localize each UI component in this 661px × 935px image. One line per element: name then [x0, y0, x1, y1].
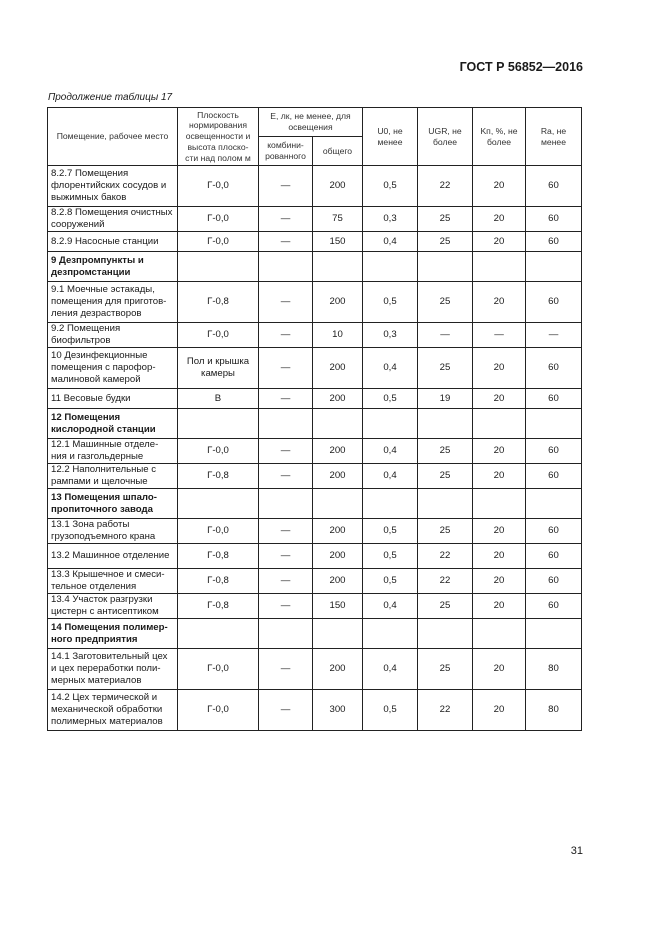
cell-plane: Г-0,0 — [178, 166, 259, 207]
cell-kp: 20 — [473, 649, 526, 690]
room-name: 11 Весовые будки — [48, 389, 178, 409]
cell-uo: 0,5 — [363, 519, 418, 544]
cell-plane: В — [178, 389, 259, 409]
cell-general — [313, 409, 363, 439]
cell-ra — [526, 409, 582, 439]
cell-kp: 20 — [473, 207, 526, 232]
room-name: 9.2 Помещения биофильтров — [48, 323, 178, 348]
table-row — [48, 323, 582, 348]
cell-ugr: 25 — [418, 207, 473, 232]
cell-kp — [473, 252, 526, 282]
cell-ra: 60 — [526, 348, 582, 389]
cell-ugr: — — [418, 323, 473, 348]
cell-general: 200 — [313, 389, 363, 409]
cell-plane: Г-0,0 — [178, 207, 259, 232]
table-row — [48, 489, 582, 519]
cell-uo: 0,4 — [363, 594, 418, 619]
cell-ugr: 25 — [418, 519, 473, 544]
cell-ra: 60 — [526, 232, 582, 252]
cell-general: 200 — [313, 569, 363, 594]
cell-combined: — — [259, 519, 313, 544]
cell-uo: 0,5 — [363, 569, 418, 594]
cell-ugr: 19 — [418, 389, 473, 409]
cell-combined — [259, 619, 313, 649]
table-row — [48, 544, 582, 569]
cell-general: 200 — [313, 439, 363, 464]
cell-uo: 0,4 — [363, 232, 418, 252]
room-name: 14.1 Заготовительный цех и цех переработки поли- мерных материалов — [48, 649, 178, 690]
table-row — [48, 282, 582, 323]
cell-combined: — — [259, 690, 313, 731]
cell-general: 75 — [313, 207, 363, 232]
section-title: 12 Помещения кислородной станции — [48, 409, 178, 439]
cell-plane: Г-0,8 — [178, 544, 259, 569]
cell-ra: 60 — [526, 389, 582, 409]
cell-ugr: 25 — [418, 439, 473, 464]
cell-ugr: 25 — [418, 282, 473, 323]
cell-uo: 0,5 — [363, 690, 418, 731]
cell-ra: — — [526, 323, 582, 348]
cell-uo — [363, 252, 418, 282]
cell-plane — [178, 409, 259, 439]
cell-plane: Г-0,0 — [178, 649, 259, 690]
table-row — [48, 594, 582, 619]
room-name: 13.4 Участок разгрузки цистерн с антисептиком — [48, 594, 178, 619]
cell-ugr: 25 — [418, 232, 473, 252]
cell-ra: 60 — [526, 439, 582, 464]
cell-ugr — [418, 252, 473, 282]
cell-general: 200 — [313, 348, 363, 389]
cell-kp: 20 — [473, 232, 526, 252]
cell-ra: 60 — [526, 594, 582, 619]
section-title: 13 Помещения шпало- пропиточного завода — [48, 489, 178, 519]
cell-kp — [473, 489, 526, 519]
table-row — [48, 619, 582, 649]
page-number: 31 — [570, 845, 583, 857]
cell-ra: 60 — [526, 166, 582, 207]
cell-general: 200 — [313, 519, 363, 544]
cell-general: 200 — [313, 464, 363, 489]
cell-ra: 60 — [526, 464, 582, 489]
cell-general — [313, 252, 363, 282]
header-plane: Плоскость нормирования освещенности и высота плоско- сти над полом м — [178, 108, 259, 166]
cell-combined: — — [259, 464, 313, 489]
cell-kp: 20 — [473, 544, 526, 569]
room-name: 10 Дезинфекционные помещения с парофор- малиновой камерой — [48, 348, 178, 389]
cell-plane: Г-0,0 — [178, 690, 259, 731]
table-row — [48, 348, 582, 389]
cell-plane: Г-0,8 — [178, 569, 259, 594]
cell-general: 200 — [313, 282, 363, 323]
cell-kp: 20 — [473, 389, 526, 409]
cell-plane: Пол и крышка камеры — [178, 348, 259, 389]
cell-uo: 0,5 — [363, 166, 418, 207]
cell-ra: 80 — [526, 690, 582, 731]
cell-general: 200 — [313, 166, 363, 207]
cell-uo — [363, 409, 418, 439]
table-row — [48, 207, 582, 232]
cell-combined: — — [259, 544, 313, 569]
cell-ra: 60 — [526, 519, 582, 544]
cell-uo: 0,4 — [363, 649, 418, 690]
cell-ugr: 22 — [418, 166, 473, 207]
cell-combined: — — [259, 348, 313, 389]
cell-general: 300 — [313, 690, 363, 731]
table-row — [48, 232, 582, 252]
cell-kp: 20 — [473, 569, 526, 594]
cell-ugr: 25 — [418, 594, 473, 619]
cell-combined: — — [259, 389, 313, 409]
cell-kp: 20 — [473, 348, 526, 389]
header-general: общего — [313, 137, 363, 166]
cell-combined: — — [259, 439, 313, 464]
cell-combined: — — [259, 594, 313, 619]
room-name: 13.3 Крышечное и смеси- тельное отделения — [48, 569, 178, 594]
cell-kp: 20 — [473, 690, 526, 731]
cell-ra — [526, 619, 582, 649]
cell-ra — [526, 489, 582, 519]
cell-general: 150 — [313, 594, 363, 619]
cell-ugr — [418, 619, 473, 649]
table-row — [48, 166, 582, 207]
cell-plane — [178, 619, 259, 649]
cell-kp: 20 — [473, 594, 526, 619]
cell-kp: 20 — [473, 282, 526, 323]
room-name: 8.2.9 Насосные станции — [48, 232, 178, 252]
cell-plane: Г-0,8 — [178, 594, 259, 619]
room-name: 13.1 Зона работы грузоподъемного крана — [48, 519, 178, 544]
room-name: 14.2 Цех термической и механической обработки полимерных материалов — [48, 690, 178, 731]
cell-kp: — — [473, 323, 526, 348]
header-uniformity: U0, не менее — [363, 108, 418, 166]
cell-combined — [259, 409, 313, 439]
table-row — [48, 464, 582, 489]
cell-uo: 0,5 — [363, 389, 418, 409]
cell-plane: Г-0,8 — [178, 282, 259, 323]
cell-uo: 0,3 — [363, 207, 418, 232]
table-row — [48, 569, 582, 594]
cell-ra: 60 — [526, 544, 582, 569]
section-title: 9 Дезпромпункты и дезпромстанции — [48, 252, 178, 282]
header-color-rendering: Ra, не менее — [526, 108, 582, 166]
cell-kp: 20 — [473, 166, 526, 207]
cell-ugr: 25 — [418, 464, 473, 489]
cell-ugr: 25 — [418, 348, 473, 389]
cell-ra — [526, 252, 582, 282]
cell-plane: Г-0,0 — [178, 519, 259, 544]
cell-plane: Г-0,0 — [178, 232, 259, 252]
header-ugr: UGR, не более — [418, 108, 473, 166]
cell-ra: 60 — [526, 569, 582, 594]
table-caption: Продолжение таблицы 17 — [48, 92, 173, 103]
table-row — [48, 519, 582, 544]
cell-combined: — — [259, 232, 313, 252]
table-row — [48, 690, 582, 731]
cell-ugr: 25 — [418, 649, 473, 690]
table-row — [48, 649, 582, 690]
cell-plane: Г-0,8 — [178, 464, 259, 489]
table-row — [48, 409, 582, 439]
header-pulsation: Kп, %, не более — [473, 108, 526, 166]
cell-general — [313, 489, 363, 519]
cell-uo — [363, 619, 418, 649]
cell-kp — [473, 619, 526, 649]
cell-combined: — — [259, 649, 313, 690]
cell-ugr — [418, 489, 473, 519]
room-name: 13.2 Машинное отделение — [48, 544, 178, 569]
table-row — [48, 252, 582, 282]
room-name: 12.2 Наполнительные с рампами и щелочные — [48, 464, 178, 489]
cell-kp: 20 — [473, 464, 526, 489]
table-row — [48, 389, 582, 409]
standard-number: ГОСТ Р 56852—2016 — [459, 60, 583, 74]
cell-kp: 20 — [473, 519, 526, 544]
cell-kp — [473, 409, 526, 439]
header-room: Помещение, рабочее место — [48, 108, 178, 166]
cell-ra: 80 — [526, 649, 582, 690]
cell-uo: 0,5 — [363, 544, 418, 569]
cell-plane — [178, 252, 259, 282]
cell-ugr: 22 — [418, 569, 473, 594]
room-name: 8.2.8 Помещения очистных сооружений — [48, 207, 178, 232]
cell-combined: — — [259, 207, 313, 232]
cell-combined: — — [259, 166, 313, 207]
cell-combined: — — [259, 569, 313, 594]
cell-ra: 60 — [526, 207, 582, 232]
cell-kp: 20 — [473, 439, 526, 464]
cell-general: 150 — [313, 232, 363, 252]
cell-combined: — — [259, 323, 313, 348]
table-body — [48, 166, 582, 731]
cell-uo: 0,4 — [363, 439, 418, 464]
room-name: 8.2.7 Помещения флорентийских сосудов и выжимных баков — [48, 166, 178, 207]
cell-plane: Г-0,0 — [178, 323, 259, 348]
room-name: 9.1 Моечные эстакады, помещения для приготов- ления дезрастворов — [48, 282, 178, 323]
cell-plane: Г-0,0 — [178, 439, 259, 464]
cell-ra: 60 — [526, 282, 582, 323]
table-row — [48, 439, 582, 464]
cell-uo: 0,5 — [363, 282, 418, 323]
cell-uo: 0,4 — [363, 348, 418, 389]
cell-ugr — [418, 409, 473, 439]
header-illuminance: E, лк, не менее, для освещения — [259, 108, 363, 137]
cell-general: 10 — [313, 323, 363, 348]
cell-plane — [178, 489, 259, 519]
cell-combined — [259, 252, 313, 282]
cell-ugr: 22 — [418, 544, 473, 569]
cell-ugr: 22 — [418, 690, 473, 731]
cell-uo — [363, 489, 418, 519]
room-name: 12.1 Машинные отделе- ния и газгольдерные — [48, 439, 178, 464]
cell-uo: 0,4 — [363, 464, 418, 489]
cell-combined — [259, 489, 313, 519]
cell-general: 200 — [313, 544, 363, 569]
cell-uo: 0,3 — [363, 323, 418, 348]
cell-combined: — — [259, 282, 313, 323]
section-title: 14 Помещения полимер- ного предприятия — [48, 619, 178, 649]
cell-general: 200 — [313, 649, 363, 690]
cell-general — [313, 619, 363, 649]
header-combined: комбини- рованного — [259, 137, 313, 166]
lighting-requirements-table — [47, 107, 582, 731]
